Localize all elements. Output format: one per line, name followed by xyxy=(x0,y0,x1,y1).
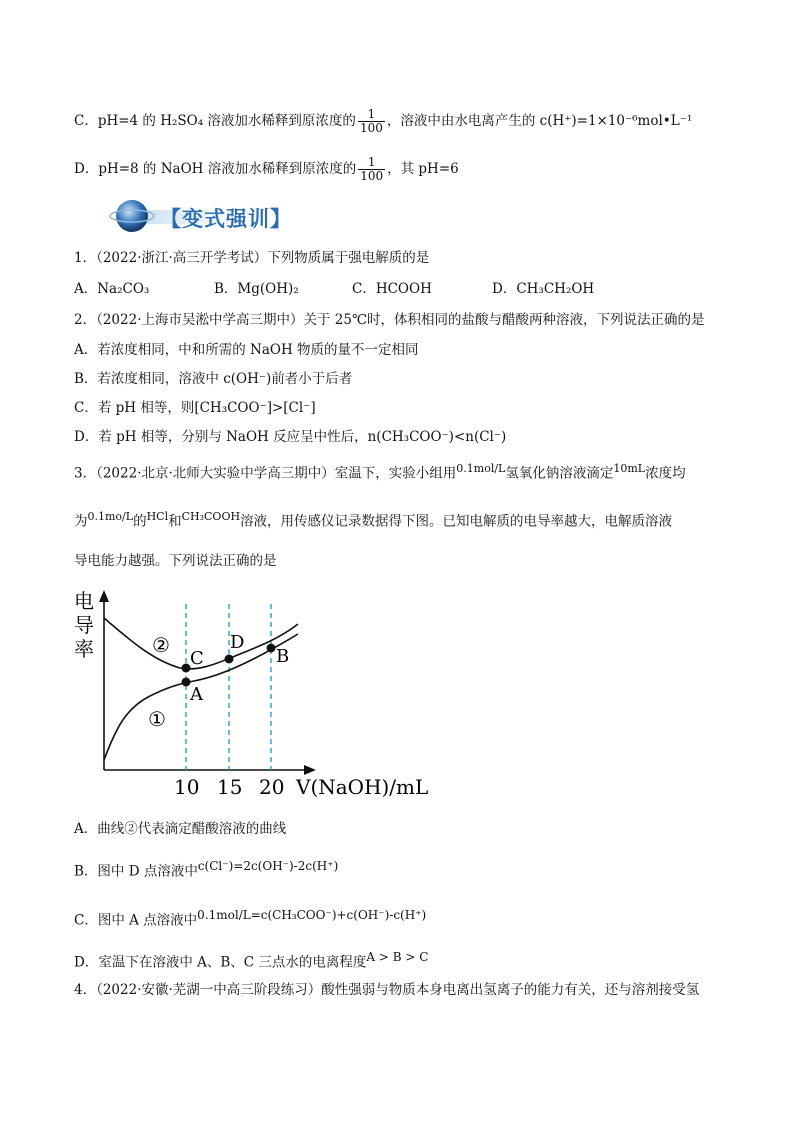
q2-option-b: B．若浓度相同，溶液中 c(OH⁻)前者小于后者 xyxy=(74,371,353,387)
option-c-text: C．pH=4 的 H₂SO₄ 溶液加水稀释到原浓度的 xyxy=(74,113,356,129)
equation: c(Cl⁻)=2c(OH⁻)-2c(H⁺) xyxy=(197,859,339,873)
equation: 0.1mol/L=c(CH₃COO⁻)+c(OH⁻)-c(H⁺) xyxy=(197,908,427,922)
fraction: $\frac{1}{100}$ xyxy=(359,107,383,135)
banner-title: 【变式强训】 xyxy=(160,207,292,231)
q1-option-a: A．Na₂CO₃ xyxy=(74,281,150,297)
q2-option-d: D．若 pH 相等，分别与 NaOH 反应呈中性后，n(CH₃COO⁻)<n(Cl⁻) xyxy=(74,429,507,445)
q2-stem: 2．（2022·上海市吴淞中学高三期中）关于 25℃时，体积相同的盐酸与醋酸两种溶液，下列说法正确的是 xyxy=(74,312,705,328)
point-label-d: D xyxy=(230,632,245,653)
point-label-c: C xyxy=(190,648,204,669)
q1-option-c: C．HCOOH xyxy=(352,281,432,297)
q3-option-d: D．室温下在溶液中 A、B、C 三点水的电离程度A > B > C xyxy=(74,950,429,971)
point-b xyxy=(267,644,276,653)
point-label-b: B xyxy=(276,646,290,667)
point-label-a: A xyxy=(190,684,203,705)
option-d-prev xyxy=(74,156,459,183)
curve-label-2: ② xyxy=(152,633,170,657)
q3-stem-line3: 导电能力越强。下列说法正确的是 xyxy=(74,553,277,569)
x-tick-15: 15 xyxy=(217,775,243,799)
q2-option-c: C．若 pH 相等，则[CH₃COO⁻]>[Cl⁻] xyxy=(74,400,316,416)
option-c-tail: ，溶液中由水电离产生的 c(H⁺)=1×10⁻⁶mol•L⁻¹ xyxy=(386,113,693,129)
q1-option-d: D．CH₃CH₂OH xyxy=(492,281,595,297)
y-label-char-3: 率 xyxy=(74,637,94,661)
fraction: $\frac{1}{100}$ xyxy=(360,155,384,183)
x-tick-10: 10 xyxy=(174,775,200,799)
option-c-prev xyxy=(74,108,692,135)
y-label-char-1: 电 xyxy=(74,589,94,613)
x-axis-label: V(NaOH)/mL xyxy=(296,775,429,799)
curve-label-1: ① xyxy=(148,707,166,731)
option-d-tail: ，其 pH=6 xyxy=(387,161,459,177)
q3-option-b: B．图中 D 点溶液中c(Cl⁻)=2c(OH⁻)-2c(H⁺) xyxy=(74,859,339,880)
q3-stem-line1: 3．（2022·北京·北师大实验中学高三期中）室温下，实验小组用$^{0.1mol/L}$氢氧化钠溶液滴定$^{10mL}$浓度均 xyxy=(74,462,686,482)
q1-stem: 1．（2022·浙江·高三开学考试）下列物质属于强电解质的是 xyxy=(74,250,430,266)
q1-option-b: B．Mg(OH)₂ xyxy=(214,281,299,297)
equation: A > B > C xyxy=(366,950,429,964)
x-axis-arrow xyxy=(304,765,316,775)
q3-option-a: A．曲线②代表滴定醋酸溶液的曲线 xyxy=(74,821,287,837)
y-label-char-2: 导 xyxy=(74,613,94,637)
conductivity-chart xyxy=(70,588,430,808)
option-d-text: D．pH=8 的 NaOH 溶液加水稀释到原浓度的 xyxy=(74,161,357,177)
q3-stem-line2: 为$^{0.1mo/L}$的$^{HCl}$和$^{CH_3COOH}$溶液，用传感仪记录数据得下图。已知电解质的电导率越大，电解质溶液 xyxy=(74,510,673,530)
y-axis-arrow xyxy=(99,590,109,602)
q2-option-a: A．若浓度相同，中和所需的 NaOH 物质的量不一定相同 xyxy=(74,342,419,358)
x-tick-20: 20 xyxy=(259,775,285,799)
point-d xyxy=(225,655,234,664)
q3-option-c: C．图中 A 点溶液中0.1mol/L=c(CH₃COO⁻)+c(OH⁻)-c(H⁺) xyxy=(74,908,427,929)
q4-stem: 4．（2022·安徽·芜湖一中高三阶段练习）酸性强弱与物质本身电离出氢离子的能力有关，还与溶剂接受氢 xyxy=(74,982,700,998)
